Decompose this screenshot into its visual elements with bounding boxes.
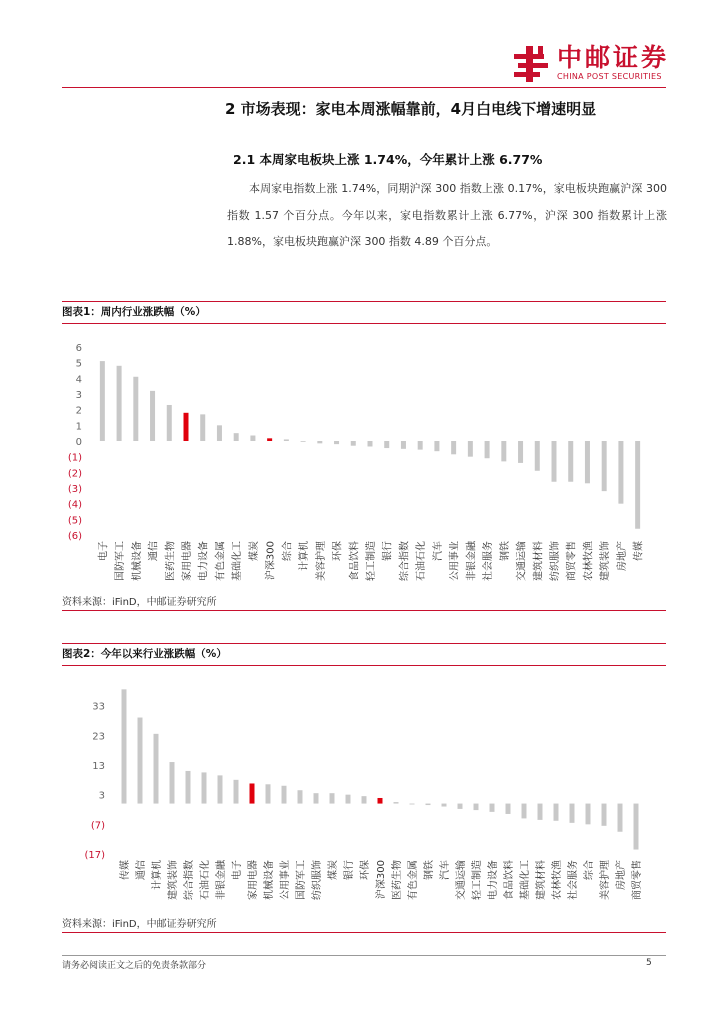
chart1-bar (317, 441, 322, 443)
chart1-bar (535, 441, 540, 471)
chart1-category-label: 房地产 (616, 541, 628, 571)
chart2-category-label: 电力设备 (488, 860, 499, 900)
chart1-category-label: 通信 (148, 541, 160, 561)
chart1-bar (585, 441, 590, 483)
chart1-category-label: 纺织服饰 (550, 541, 561, 581)
chart1-category-label: 计算机 (299, 541, 311, 571)
chart1-category-label: 环保 (332, 541, 344, 561)
chart1-bar (167, 405, 172, 441)
chart1-category-label: 农林牧渔 (583, 541, 595, 581)
chart1-ytick-label: 0 (75, 437, 82, 448)
chart2-category-label: 电子 (232, 860, 243, 880)
chart1-category-label: 商贸零售 (566, 541, 578, 581)
chart1-ytick-label: 6 (75, 343, 82, 354)
chart2-category-label: 食品饮料 (504, 860, 515, 900)
chart2-category-label: 石油石化 (200, 860, 211, 900)
chart2-category-label: 交通运输 (456, 860, 467, 900)
chart2-category-label: 建筑装饰 (168, 860, 179, 900)
brand-name-en: CHINA POST SECURITIES (557, 72, 662, 81)
chart1-category-label: 食品饮料 (349, 541, 361, 581)
chart2-category-label: 综合 (584, 860, 595, 880)
chart2-bar (298, 790, 303, 803)
chart1-category-label: 美容护理 (315, 541, 327, 581)
chart1-bar (234, 433, 239, 441)
chart1-category-label: 电子 (98, 541, 110, 561)
chart1-bar (384, 441, 389, 448)
chart1-ytick-label: 1 (75, 421, 82, 433)
chart2-ytick-label: 3 (98, 790, 105, 802)
chart2-bar (554, 804, 559, 821)
chart1-ytick-label: 2 (75, 405, 82, 417)
chart1-source: 资料来源：iFinD，中邮证券研究所 (62, 597, 217, 608)
chart1-bar (250, 436, 255, 441)
chart2-category-label: 有色金属 (408, 860, 419, 900)
chart1-ytick-label: (6) (67, 531, 82, 542)
chart1-title: 图表1：周内行业涨跌幅（%） (62, 301, 666, 324)
chart2-bar (490, 804, 495, 812)
chart2-category-label: 银行 (344, 860, 355, 880)
chart2-category-label: 计算机 (152, 860, 163, 890)
chart1-bar (217, 425, 222, 441)
chart1-bar (200, 414, 205, 441)
brand-name-cn: 中邮证券 (557, 43, 670, 72)
chart2-category-label: 轻工制造 (472, 860, 483, 900)
chart1-bar (100, 361, 105, 441)
chart1-bar (133, 377, 138, 441)
chart2-bar (218, 775, 223, 803)
chart2-bar (410, 804, 415, 805)
section-title: 2 市场表现：家电本周涨幅靠前，4月白电线下增速明显 (225, 100, 597, 118)
chart2-ytick-label: 23 (92, 731, 105, 743)
chart1-category-label: 综合 (282, 541, 294, 561)
chart1-category-label: 家用电器 (182, 541, 193, 581)
body-paragraph: 本周家电指数上涨 1.74%，同期沪深 300 指数上涨 0.17%，家电板块跑赢沪深 300 指数 1.57 个百分点。今年以来，家电指数累计上涨 6.77%，沪深 300 指数累计上涨 1.88%，家电板块跑赢沪深 300 指数 4.89 个百分点。 (227, 182, 667, 248)
chart2-category-label: 基础化工 (520, 860, 531, 900)
chart1-category-label: 沪深300 (265, 541, 277, 581)
header-divider (62, 87, 666, 88)
chart2-title: 图表2：今年以来行业涨跌幅（%） (62, 643, 666, 666)
chart2-bar (250, 783, 255, 803)
footer-disclaimer: 请务必阅读正文之后的免责条款部分 (62, 961, 207, 971)
chart1-bar (117, 366, 122, 441)
chart1-bar (301, 441, 306, 442)
chart1-bar (618, 441, 623, 504)
chart2-bar (474, 804, 479, 811)
chart1-category-label: 钢铁 (499, 541, 511, 561)
chart1-bar (434, 441, 439, 451)
chart2-category-label: 环保 (360, 860, 371, 880)
chart1-category-label: 综合指数 (399, 541, 411, 581)
chart2-bar (186, 771, 191, 804)
footer-divider (62, 955, 666, 956)
chart2-bar (634, 804, 639, 850)
chart1-category-label: 轻工制造 (366, 541, 377, 581)
chart2-category-label: 汽车 (440, 860, 451, 880)
chart1-bar (602, 441, 607, 491)
chart1-bar (401, 441, 406, 449)
chart2-bar (522, 804, 527, 819)
chart2-bar (362, 796, 367, 803)
chart2-ytick-label: (17) (84, 850, 105, 861)
chart2-category-label: 医药生物 (392, 860, 403, 900)
chart1-bar (635, 441, 640, 529)
chart1-category-label: 有色金属 (215, 541, 227, 581)
chart2-bar (442, 804, 447, 807)
chart1-category-label: 银行 (382, 541, 394, 561)
chart2-category-label: 传媒 (120, 860, 131, 880)
chart1-ytick-label: (2) (67, 468, 82, 480)
chart2-category-label: 机械设备 (264, 860, 275, 900)
chart2-category-label: 国防军工 (296, 860, 307, 900)
chart2-category-label: 建筑材料 (536, 860, 547, 900)
chart2-bar (570, 804, 575, 823)
chart2-bar (282, 786, 287, 804)
chart1-category-label: 建筑材料 (533, 541, 545, 581)
chart2-bar (426, 804, 431, 805)
chart1-bottom-divider (62, 610, 666, 611)
chart2-bar (458, 804, 463, 809)
chart2-bar (538, 804, 543, 820)
chart2-bar (202, 772, 207, 803)
chart1-category-label: 传媒 (633, 541, 645, 561)
chart1-bar (468, 441, 473, 457)
chart2-bar (138, 718, 143, 804)
chart1-category-label: 电力设备 (198, 541, 210, 581)
chart1-category-label: 非银金融 (466, 541, 478, 581)
chart2-bar (170, 762, 175, 804)
chart1-bar (150, 391, 155, 441)
chart1-ytick-label: 3 (75, 390, 82, 401)
chart2-bar (378, 798, 383, 804)
chart2-category-label: 通信 (136, 860, 147, 880)
chart2-bar (314, 793, 319, 803)
chart2-bar (602, 804, 607, 826)
chart2-ytick-label: 33 (92, 701, 105, 713)
chart1-bar (267, 438, 272, 441)
chart2-category-label: 综合指数 (184, 860, 195, 900)
chart1-category-label: 医药生物 (165, 541, 177, 581)
chart2-category-label: 公用事业 (280, 860, 291, 900)
chart2-ytd-industry-change (62, 666, 666, 912)
chart2-source: 资料来源：iFinD，中邮证券研究所 (62, 919, 217, 930)
chart2-bar (506, 804, 511, 814)
chart2-category-label: 纺织服饰 (312, 860, 323, 900)
chart1-category-label: 基础化工 (232, 541, 244, 581)
chart1-ytick-label: (3) (67, 484, 82, 495)
chart1-ytick-label: (1) (67, 452, 82, 464)
chart1-bar (184, 413, 189, 441)
chart1-category-label: 建筑装饰 (600, 541, 612, 581)
chart2-bar (266, 784, 271, 803)
chart2-category-label: 钢铁 (424, 860, 435, 880)
chart1-bar (568, 441, 573, 482)
chart1-bar (518, 441, 523, 463)
chart1-bar (334, 441, 339, 444)
chart2-bar (154, 734, 159, 804)
chart2-category-label: 房地产 (616, 860, 627, 890)
chart2-category-label: 美容护理 (600, 860, 611, 900)
chart2-category-label: 煤炭 (328, 860, 339, 880)
chart1-bar (284, 439, 289, 441)
chart1-ytick-label: 5 (75, 358, 82, 370)
chart1-category-label: 煤炭 (248, 541, 260, 561)
chart1-weekly-industry-change (62, 324, 666, 592)
china-post-emblem-icon (512, 44, 552, 84)
chart2-bar (330, 793, 335, 803)
chart1-category-label: 汽车 (432, 541, 444, 561)
chart1-bar (451, 441, 456, 454)
chart1-bar (368, 441, 373, 446)
chart1-category-label: 国防军工 (115, 541, 127, 581)
chart2-category-label: 农林牧渔 (552, 860, 563, 900)
chart1-bar (501, 441, 506, 461)
chart1-category-label: 公用事业 (449, 541, 461, 581)
chart1-ytick-label: 4 (75, 374, 82, 386)
chart2-bar (394, 802, 399, 803)
chart1-bar (351, 441, 356, 446)
chart2-bar (234, 780, 239, 804)
chart2-bar (618, 804, 623, 832)
chart1-bar (552, 441, 557, 482)
chart1-category-label: 石油石化 (416, 541, 428, 581)
chart1-category-label: 机械设备 (131, 541, 143, 581)
chart2-bar (586, 804, 591, 825)
chart2-bar (346, 795, 351, 804)
chart2-category-label: 非银金融 (216, 860, 227, 900)
page-number: 5 (646, 958, 652, 968)
chart1-ytick-label: (5) (67, 515, 82, 527)
section-subtitle: 2.1 本周家电板块上涨 1.74%，今年累计上涨 6.77% (233, 152, 543, 167)
chart1-ytick-label: (4) (67, 499, 82, 511)
chart2-bottom-divider (62, 932, 666, 933)
chart1-bar (485, 441, 490, 458)
chart2-category-label: 沪深300 (376, 860, 387, 900)
chart2-bar (122, 689, 127, 803)
chart2-category-label: 家用电器 (248, 860, 259, 900)
chart2-ytick-label: 13 (92, 761, 105, 772)
chart2-category-label: 社会服务 (568, 860, 579, 900)
chart1-category-label: 交通运输 (516, 541, 528, 581)
chart1-bar (418, 441, 423, 450)
chart2-category-label: 商贸零售 (632, 860, 643, 900)
chart1-category-label: 社会服务 (483, 541, 495, 581)
chart2-ytick-label: (7) (90, 820, 105, 832)
